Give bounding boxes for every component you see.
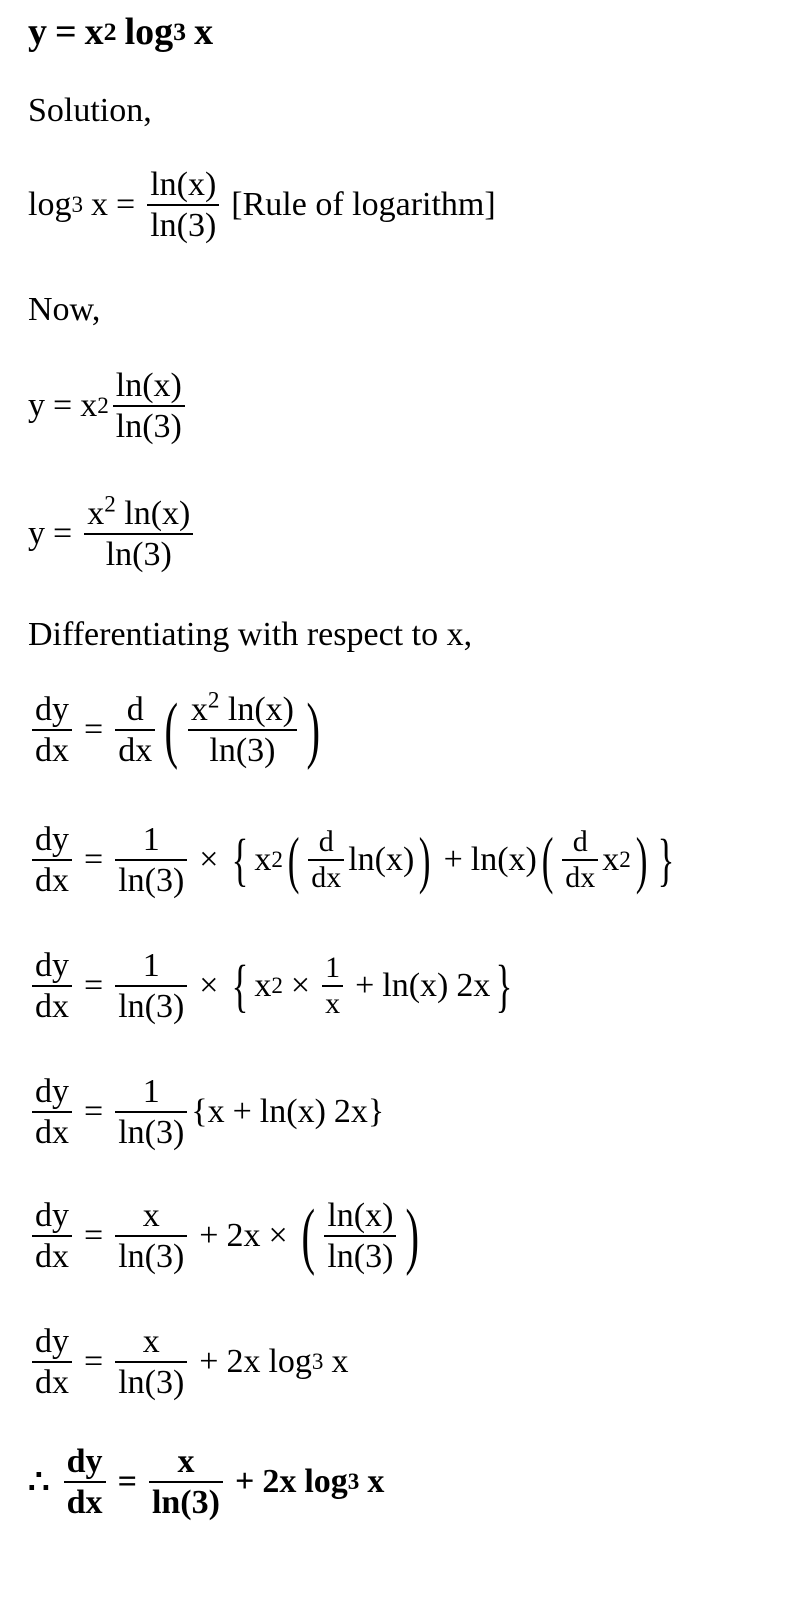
log-arg: x: [91, 186, 109, 224]
dx: dx: [35, 862, 69, 900]
numerator: ln(x): [150, 166, 217, 203]
numerator: x: [177, 1443, 195, 1480]
right-paren: ): [405, 1195, 420, 1278]
times-sign: ×: [268, 1217, 288, 1255]
lnx: ln(x): [227, 691, 294, 728]
fraction-1-ln3: [115, 820, 187, 900]
right-paren: ): [306, 689, 321, 772]
lnx: ln(x): [124, 495, 191, 532]
dx: dx: [565, 861, 596, 895]
left-paren: (: [287, 824, 300, 896]
dy-dx: [32, 1322, 72, 1402]
log-word: log: [28, 186, 72, 224]
x-var: x: [207, 1093, 225, 1131]
denominator: ln(3): [151, 1484, 220, 1522]
y-var: y: [28, 515, 45, 553]
lnx: ln(x): [382, 967, 449, 1005]
plus-sign: +: [234, 1463, 255, 1501]
equation-step-8: $\frac{dy}{dx}$ = $\frac{x}{\ln(3)}$ + 2x log 3 x: [28, 1322, 348, 1402]
dx: dx: [35, 732, 69, 770]
times-sign: ×: [290, 967, 311, 1005]
x-var: x: [80, 387, 98, 425]
times-sign: ×: [199, 967, 219, 1005]
dx: dx: [118, 732, 153, 770]
right-brace: }: [367, 1093, 385, 1131]
numerator: 1: [142, 821, 160, 858]
fraction-x2lnx-ln3: [84, 491, 193, 574]
numerator: 1: [142, 947, 160, 984]
denominator: ln(3): [150, 207, 217, 245]
denominator: ln(3): [115, 408, 182, 446]
x-var: x: [190, 691, 208, 728]
right-brace: }: [495, 953, 513, 1019]
two-x: 2x: [226, 1343, 261, 1381]
dx: dx: [35, 1364, 69, 1402]
dy: dy: [66, 1443, 103, 1480]
plus-sign: +: [232, 1093, 252, 1131]
numerator: 1: [325, 950, 341, 984]
fraction-lnx-ln3: [324, 1196, 396, 1276]
numerator: [84, 491, 193, 533]
d: d: [572, 824, 588, 858]
equals-sign: =: [84, 1093, 104, 1131]
log-word: log: [268, 1343, 312, 1381]
numerator: 1: [142, 1073, 160, 1110]
equals-sign: =: [84, 711, 104, 749]
dy: dy: [35, 947, 69, 984]
differentiating-label: Differentiating with respect to x,: [28, 616, 473, 653]
two-x: 2x: [226, 1217, 261, 1255]
equals-sign: =: [53, 515, 73, 553]
dy: dy: [35, 1197, 69, 1234]
y-var: y: [28, 387, 45, 425]
solution-label: Solution,: [28, 92, 152, 129]
plus-sign: +: [355, 967, 375, 1005]
left-paren: (: [541, 824, 554, 896]
denominator: ln(3): [118, 1238, 185, 1276]
dx: dx: [311, 861, 342, 895]
title-equation: y = x 2 log 3 x: [28, 11, 214, 53]
equation-step-7: [28, 1196, 425, 1276]
log-arg: x: [367, 1463, 385, 1501]
dy-dx: [32, 1196, 72, 1276]
left-brace: {: [232, 953, 249, 1019]
final-result: ∴ $\frac{dy}{dx}$ = $\frac{x}{\ln(3)}$ + 2x log 3 x: [28, 1443, 385, 1522]
dy: dy: [35, 691, 69, 728]
lnx: ln(x): [348, 841, 415, 879]
equation-step-6: [28, 1072, 384, 1152]
power: 2: [104, 491, 116, 518]
d-dx: [115, 690, 155, 770]
fraction-x-ln3: [149, 1442, 223, 1522]
right-brace: }: [657, 827, 675, 893]
two-x: 2x: [262, 1463, 297, 1501]
numerator: x: [142, 1323, 160, 1360]
title-x: x: [84, 11, 104, 53]
plus-sign: +: [199, 1343, 219, 1381]
fraction-x-ln3: [115, 1196, 187, 1276]
dy-dx: [32, 820, 72, 900]
title-log: log: [124, 11, 174, 53]
therefore-symbol: ∴: [28, 1464, 50, 1502]
denominator: ln(3): [118, 988, 185, 1026]
times-sign: ×: [199, 841, 219, 879]
power: 2: [207, 687, 220, 714]
equals-sign: =: [116, 186, 136, 224]
d-dx: [562, 825, 598, 896]
two-x: 2x: [456, 967, 491, 1005]
x-var: x: [254, 967, 272, 1005]
left-paren: (: [164, 689, 179, 772]
equals-sign: =: [84, 841, 104, 879]
fraction-lnx-ln3: [113, 366, 185, 446]
right-paren: ): [419, 824, 431, 896]
d: d: [318, 824, 334, 858]
title-y: y: [28, 11, 47, 53]
title-equals: =: [55, 11, 77, 53]
left-brace: {: [232, 827, 249, 893]
denominator: ln(3): [118, 1364, 185, 1402]
denominator: ln(3): [118, 1114, 185, 1152]
numerator: [188, 687, 297, 729]
x-var: x: [87, 495, 105, 532]
two-x: 2x: [333, 1093, 368, 1131]
fraction-1-x: [322, 951, 343, 1022]
x-var: x: [602, 841, 620, 879]
fraction-1-ln3: [115, 946, 187, 1026]
dx: dx: [35, 988, 69, 1026]
now-label: Now,: [28, 291, 101, 328]
fraction-1-ln3: [115, 1072, 187, 1152]
dx: dx: [66, 1484, 103, 1522]
equals-sign: =: [84, 1343, 104, 1381]
numerator: ln(x): [115, 367, 182, 404]
denominator: ln(3): [105, 536, 172, 574]
log-arg: x: [331, 1343, 349, 1381]
dy-dx: [32, 690, 72, 770]
dx: dx: [35, 1238, 69, 1276]
equation-step-2: [28, 491, 197, 574]
right-paren: ): [635, 824, 648, 896]
equals-sign: =: [117, 1463, 137, 1501]
equals-sign: =: [84, 967, 104, 1005]
title-arg: x: [194, 11, 214, 53]
equation-step-3: [28, 687, 326, 772]
numerator: ln(x): [327, 1197, 394, 1234]
fraction-x-ln3: [115, 1322, 187, 1402]
denominator: ln(3): [327, 1238, 394, 1276]
denominator: x: [325, 987, 341, 1021]
equation-step-1: y = x 2 $\frac{\ln(x)}{\ln(3)}$: [28, 366, 189, 446]
plus-sign: +: [199, 1217, 219, 1255]
numerator: x: [142, 1197, 160, 1234]
rule-label: [Rule of logarithm]: [231, 186, 496, 224]
left-paren: (: [301, 1195, 315, 1278]
equation-step-5: $\frac{dy}{dx}$ = $\frac{1}{\ln(3)}$ × { x 2 × $\frac{1}{x}$ + ln(x) 2x }: [28, 946, 518, 1026]
dy-dx: [32, 1072, 72, 1152]
d: d: [126, 691, 144, 728]
dy: dy: [35, 1323, 69, 1360]
plus-sign: +: [443, 841, 463, 879]
x-var: x: [254, 841, 272, 879]
d-dx: [308, 825, 344, 896]
lnx: ln(x): [470, 841, 537, 879]
dy-dx: [32, 946, 72, 1026]
equals-sign: =: [53, 387, 73, 425]
fraction-x2lnx-ln3: [188, 687, 297, 770]
equals-sign: =: [84, 1217, 104, 1255]
left-brace: {: [191, 1093, 208, 1131]
dy-dx: [64, 1442, 106, 1522]
dy: dy: [35, 821, 69, 858]
denominator: ln(3): [209, 732, 276, 770]
log-word: log: [304, 1463, 348, 1501]
denominator: ln(3): [118, 862, 185, 900]
lnx: ln(x): [259, 1093, 326, 1131]
fraction-lnx-ln3: [147, 165, 219, 245]
dx: dx: [35, 1114, 69, 1152]
equation-step-4: $\frac{dy}{dx}$ = $\frac{1}{\ln(3)}$ × { x 2 ( $\frac{d}{dx}$ ln(x) ) + ln(x) ( $\frac{d}{dx}$ x 2 ) }: [28, 820, 680, 900]
dy: dy: [35, 1073, 69, 1110]
log-rule-equation: log 3 x = $\frac{\ln(x)}{\ln(3)}$ [Rule of logarithm]: [28, 166, 496, 245]
